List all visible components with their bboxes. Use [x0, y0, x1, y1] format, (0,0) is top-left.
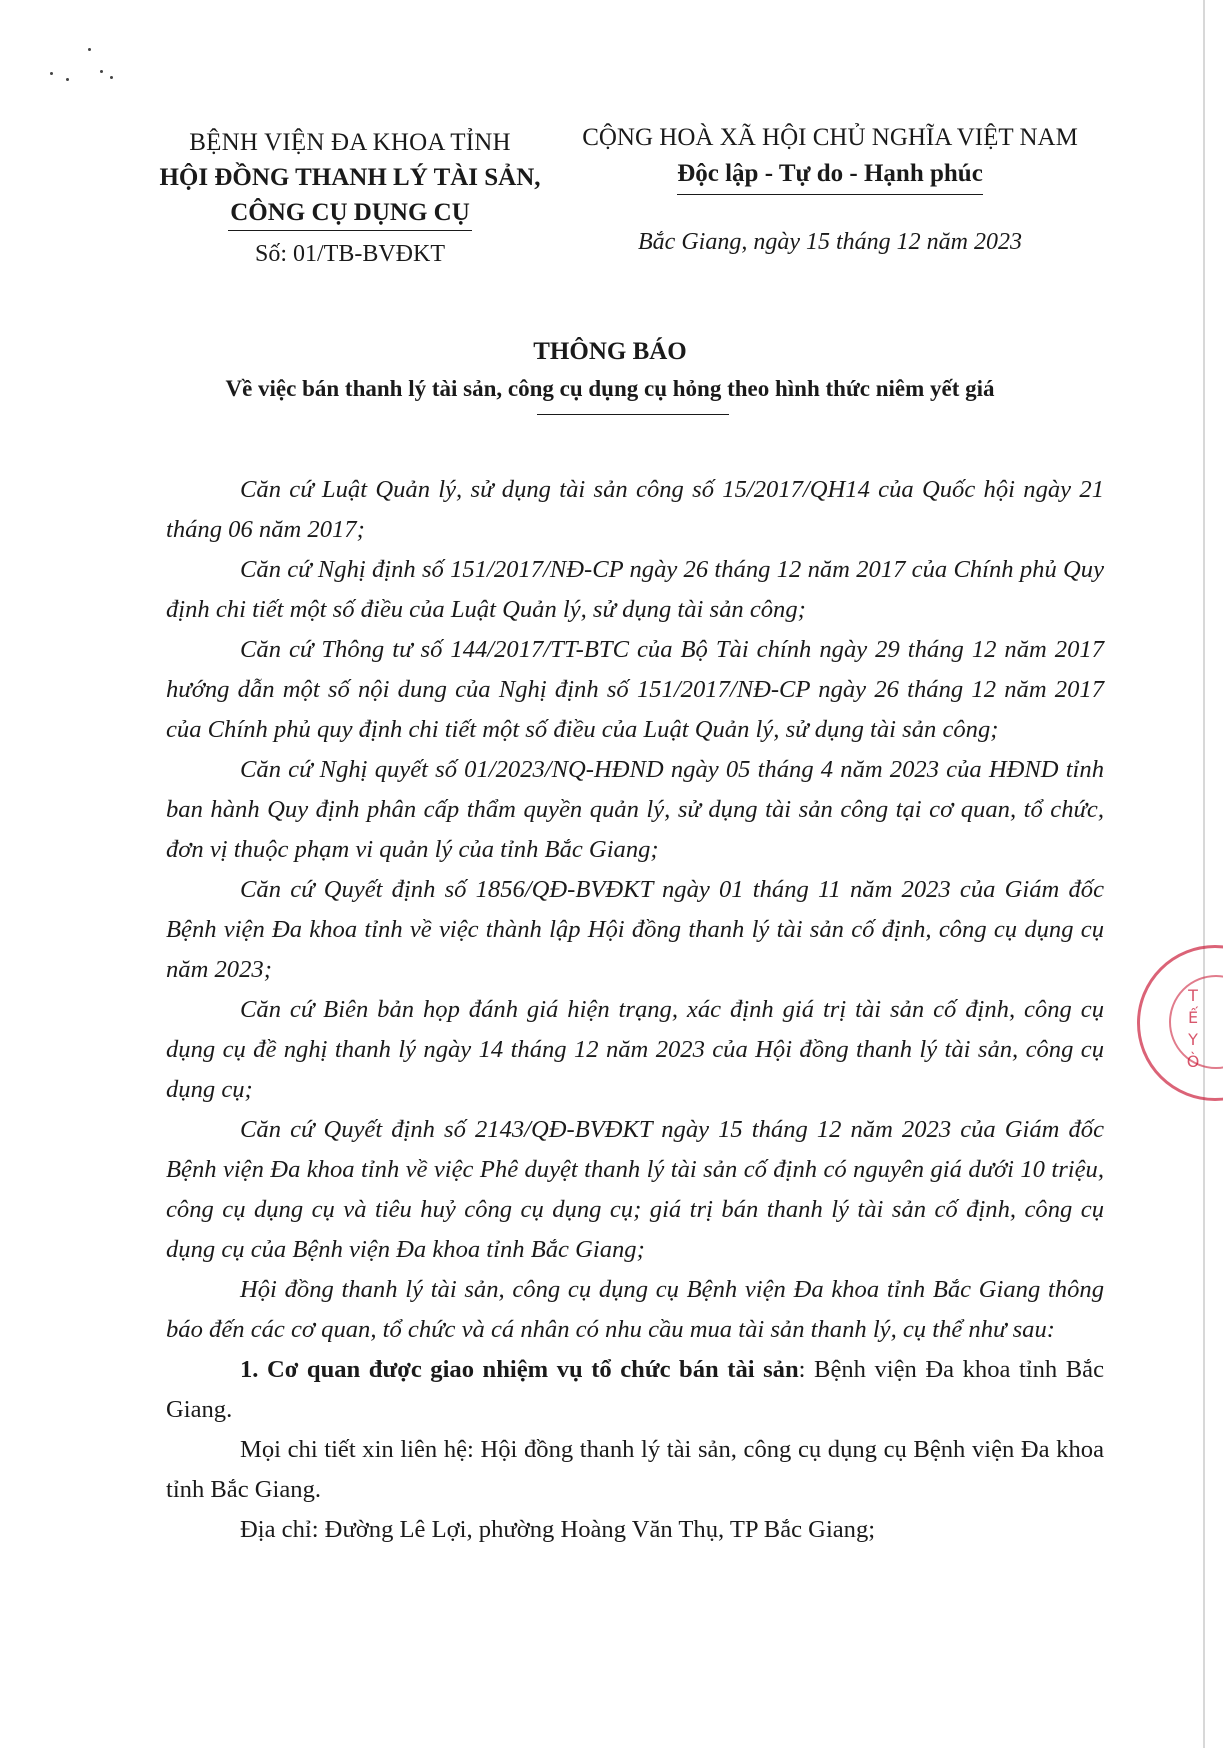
legal-basis-paragraph: Căn cứ Thông tư số 144/2017/TT-BTC của Bộ Tài chính ngày 29 tháng 12 năm 2017 hướng dẫn một số nội dung của Nghị định số 151/2017/NĐ-CP ngày 26 tháng 12 năm 2017 của Chính phủ quy định chi tiết một số điều của Luật Quản lý, sử dụng tài sản công;: [166, 636, 1104, 743]
document-date: Bắc Giang, ngày 15 tháng 12 năm 2023: [638, 229, 1022, 255]
issuer-council-line2: CÔNG CỤ DỤNG CỤ: [228, 195, 472, 231]
document-title: THÔNG BÁO: [533, 338, 687, 365]
legal-basis-paragraph: Căn cứ Nghị định số 151/2017/NĐ-CP ngày 26 tháng 12 năm 2017 của Chính phủ Quy định chi tiết một số điều của Luật Quản lý, sử dụng tài sản công;: [166, 556, 1104, 623]
document-body: [166, 470, 1104, 1550]
legal-basis-paragraph: Căn cứ Luật Quản lý, sử dụng tài sản công số 15/2017/QH14 của Quốc hội ngày 21 tháng 06 năm 2017;: [166, 476, 1104, 543]
document-subtitle: Về việc bán thanh lý tài sản, công cụ dụng cụ hỏng theo hình thức niêm yết giá: [225, 376, 995, 401]
document-number: Số: 01/TB-BVĐKT: [254, 241, 445, 267]
national-title: CỘNG HOÀ XÃ HỘI CHỦ NGHĨA VIỆT NAM: [582, 124, 1078, 151]
issuer-block: [130, 126, 570, 271]
issuer-council-line1: HỘI ĐỒNG THANH LÝ TÀI SẢN,: [159, 164, 541, 191]
legal-basis-paragraph: Căn cứ Nghị quyết số 01/2023/NQ-HĐND ngày 05 tháng 4 năm 2023 của HĐND tỉnh ban hành Quy định phân cấp thẩm quyền quản lý, sử dụng tài sản công tại cơ quan, tổ chức, đơn vị thuộc phạm vi quản lý của tỉnh Bắc Giang;: [166, 756, 1104, 863]
scan-specks: [48, 46, 128, 96]
contact-paragraph: Mọi chi tiết xin liên hệ: Hội đồng thanh lý tài sản, công cụ dụng cụ Bệnh viện Đa khoa tỉnh Bắc Giang.: [166, 1436, 1104, 1503]
issuer-organization: BỆNH VIỆN ĐA KHOA TỈNH: [189, 129, 511, 156]
seal-letter: Y: [1188, 1030, 1198, 1049]
address-paragraph: Địa chỉ: Đường Lê Lợi, phường Hoàng Văn Thụ, TP Bắc Giang;: [240, 1516, 876, 1543]
section-1-text: : Bệnh viện Đa khoa tỉnh Bắc Giang.: [166, 1356, 1104, 1423]
section-1-paragraph: [166, 1350, 1104, 1430]
title-underline: [537, 414, 729, 415]
scan-edge: [1203, 0, 1205, 1748]
legal-basis-paragraph: Căn cứ Quyết định số 1856/QĐ-BVĐKT ngày 01 tháng 11 năm 2023 của Giám đốc Bệnh viện Đa khoa tỉnh về việc thành lập Hội đồng thanh lý tài sản cố định, công cụ dụng cụ năm 2023;: [166, 876, 1104, 983]
seal-letter: Ế: [1187, 1008, 1199, 1027]
section-1-heading: 1. Cơ quan được giao nhiệm vụ tổ chức bán tài sản: [240, 1356, 799, 1383]
legal-basis-paragraph: Căn cứ Quyết định số 2143/QĐ-BVĐKT ngày 15 tháng 12 năm 2023 của Giám đốc Bệnh viện Đa khoa tỉnh về việc Phê duyệt thanh lý tài sản cố định có nguyên giá dưới 10 triệu, công cụ dụng cụ và tiêu huỷ công cụ dụng cụ; giá trị bán thanh lý tài sản cố định, công cụ dụng cụ của Bệnh viện Đa khoa tỉnh Bắc Giang;: [166, 1116, 1104, 1263]
seal-letter: Ò: [1186, 1052, 1200, 1071]
legal-basis-paragraph: Căn cứ Biên bản họp đánh giá hiện trạng, xác định giá trị tài sản cố định, công cụ dụng cụ đề nghị thanh lý ngày 14 tháng 12 năm 2023 của Hội đồng thanh lý tài sản, công cụ dụng cụ;: [166, 996, 1104, 1103]
red-seal-letters: [1178, 985, 1208, 1073]
announcement-intro-paragraph: Hội đồng thanh lý tài sản, công cụ dụng cụ Bệnh viện Đa khoa tỉnh Bắc Giang thông báo đến các cơ quan, tổ chức và cá nhân có nhu cầu mua tài sản thanh lý, cụ thể như sau:: [166, 1276, 1104, 1343]
seal-letter: T: [1188, 986, 1198, 1005]
national-header: [580, 120, 1080, 259]
national-motto: Độc lập - Tự do - Hạnh phúc: [677, 156, 983, 195]
